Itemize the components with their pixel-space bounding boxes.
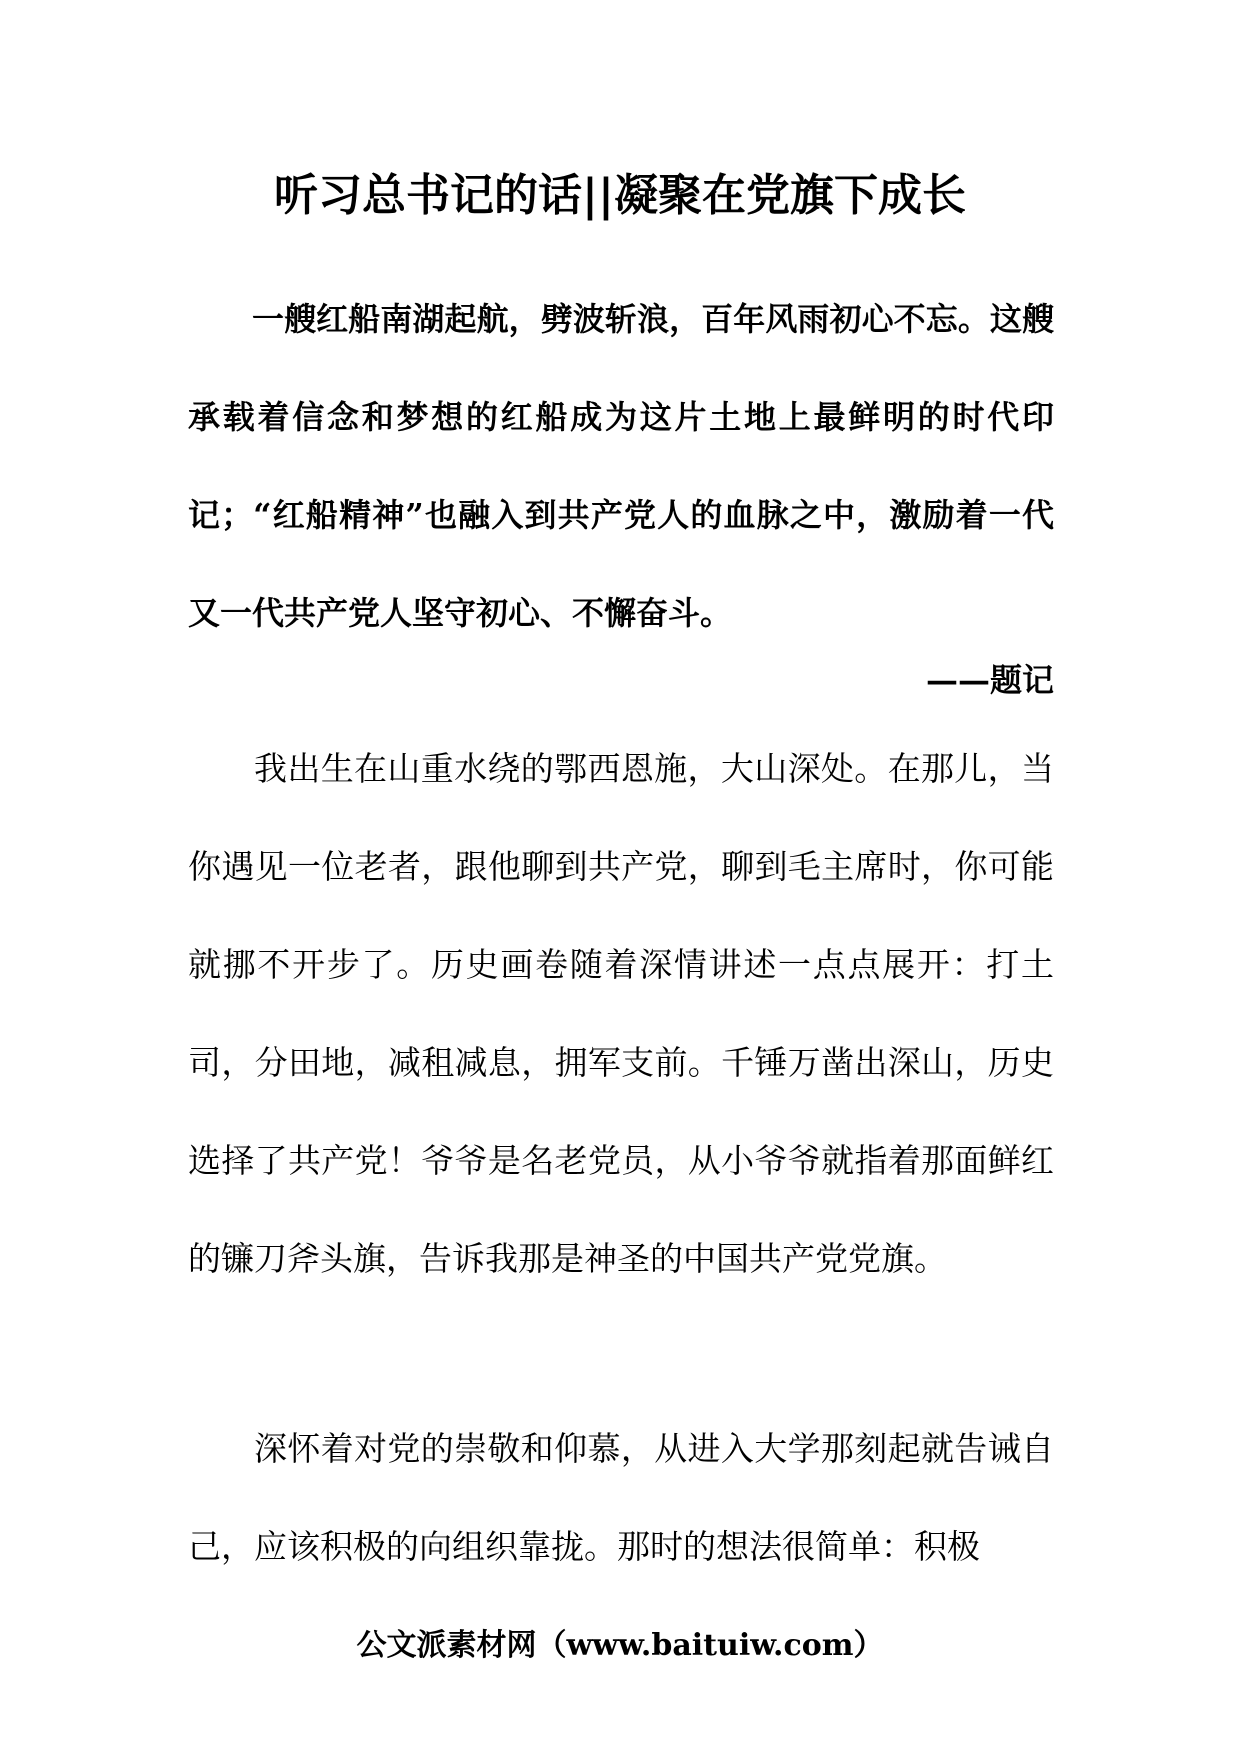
epigraph: 一艘红船南湖起航，劈波斩浪，百年风雨初心不忘。这艘承载着信念和梦想的红船成为这片土地上最鲜明的时代印记；“红船精神”也融入到共产党人的血脉之中，激励着一代又一代共产党人坚守初心、不懈奋斗。 bbox=[188, 300, 1054, 632]
body-paragraph: 深怀着对党的崇敬和仰慕，从进入大学那刻起就告诫自己，应该积极的向组织靠拢。那时的想法很简单：积极 bbox=[188, 1429, 1054, 1566]
footer-source: 公文派素材网（www.baituiw.com） bbox=[356, 1628, 884, 1663]
document-title: 听习总书记的话||凝聚在党旗下成长 bbox=[273, 170, 966, 221]
epigraph-signature: ——题记 bbox=[925, 661, 1054, 699]
body-paragraph: 我出生在山重水绕的鄂西恩施，大山深处。在那儿，当你遇见一位老者，跟他聊到共产党，聊到毛主席时，你可能就挪不开步了。历史画卷随着深情讲述一点点展开：打土司，分田地，减租减息，拥军支前。千锤万凿出深山，历史选择了共产党！爷爷是名老党员，从小爷爷就指着那面鲜红的镰刀斧头旗，告诉我那是神圣的中国共产党党旗。 bbox=[188, 749, 1054, 1278]
